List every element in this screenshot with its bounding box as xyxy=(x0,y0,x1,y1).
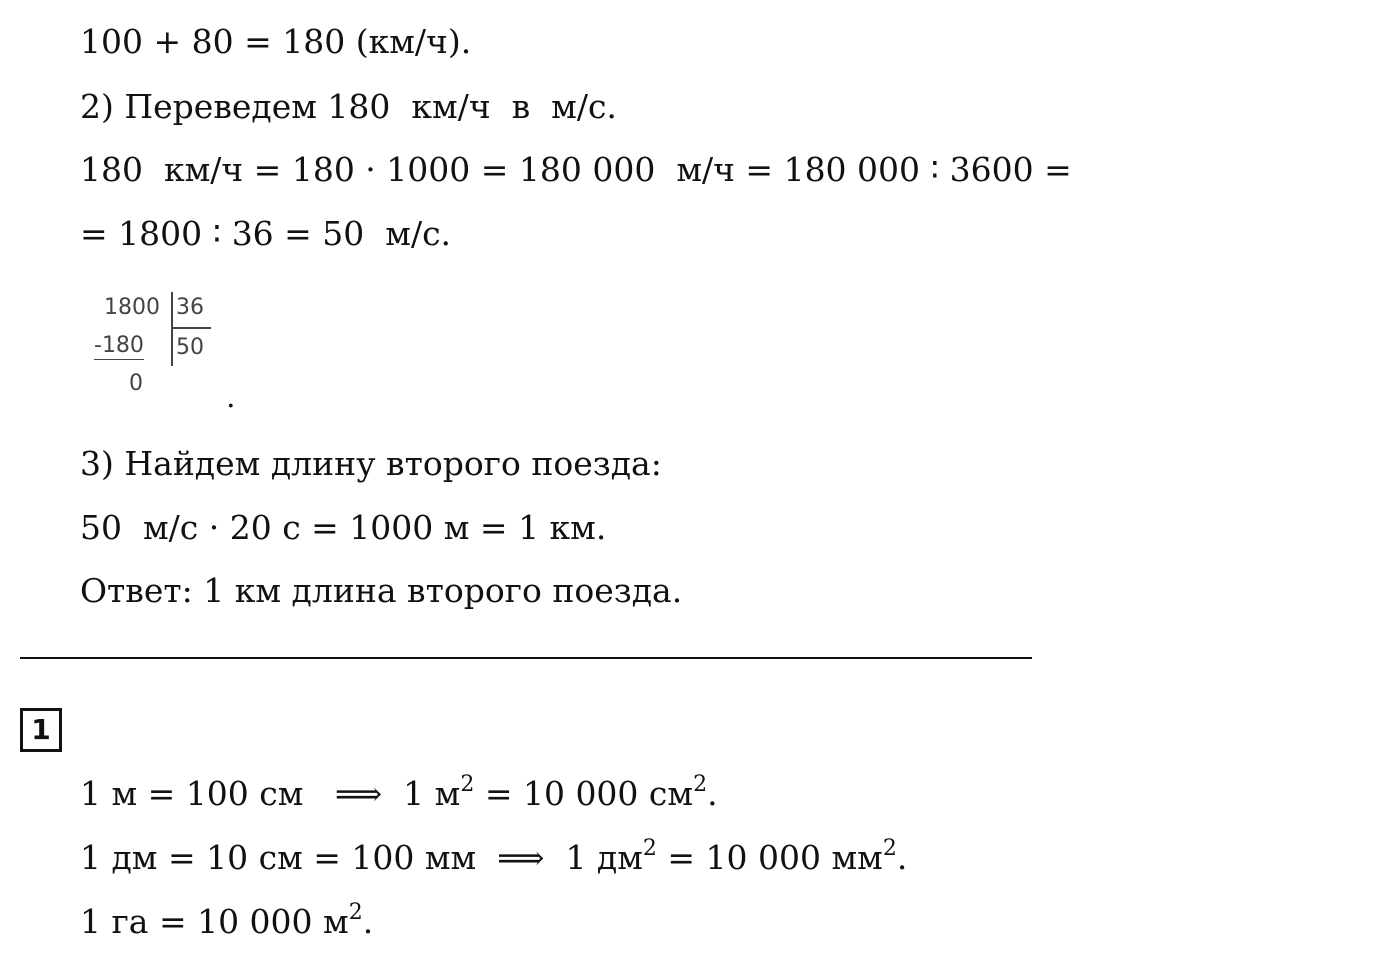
division-trailing-dot: . xyxy=(226,380,236,415)
section-divider xyxy=(20,657,1032,659)
division-subtrahend: -180 xyxy=(94,333,144,358)
task-line-3: 1 га = 10 000 $м^2$. xyxy=(80,900,374,941)
solution-line-2: 2) Переведем 180 км/ч в м/с. xyxy=(80,87,617,126)
task-number-box: 1 xyxy=(20,708,62,752)
long-division-figure xyxy=(90,292,230,402)
solution-line-6: 50 м/с · 20 с = 1000 м = 1 км. xyxy=(80,508,607,547)
division-divisor: 36 xyxy=(176,295,204,320)
answer-line: Ответ: 1 км длина второго поезда. xyxy=(80,571,683,610)
solution-line-1: 100 + 80 = 180 (км/ч). xyxy=(80,22,472,61)
solution-line-3: 180 км/ч = 180 · 1000 = 180 000 м/ч = 180 000 ∶ 3600 = xyxy=(80,150,1072,189)
solution-line-4: = 1800 ∶ 36 = 50 м/с. xyxy=(80,214,452,253)
solution-line-5: 3) Найдем длину второго поезда: xyxy=(80,444,662,483)
division-quotient: 50 xyxy=(176,335,204,360)
division-remainder: 0 xyxy=(129,371,143,396)
division-horizontal-line xyxy=(171,327,211,329)
task-line-1: 1 м = 100 см ⟹ 1 $м^2 = 10$ 000 $см^2$. xyxy=(80,772,718,813)
division-dividend: 1800 xyxy=(104,295,160,320)
task-line-2: 1 дм = 10 см = 100 мм ⟹ 1 $дм^2 = 10$ 000 $мм^2$. xyxy=(80,836,908,877)
division-vertical-line xyxy=(171,292,173,366)
